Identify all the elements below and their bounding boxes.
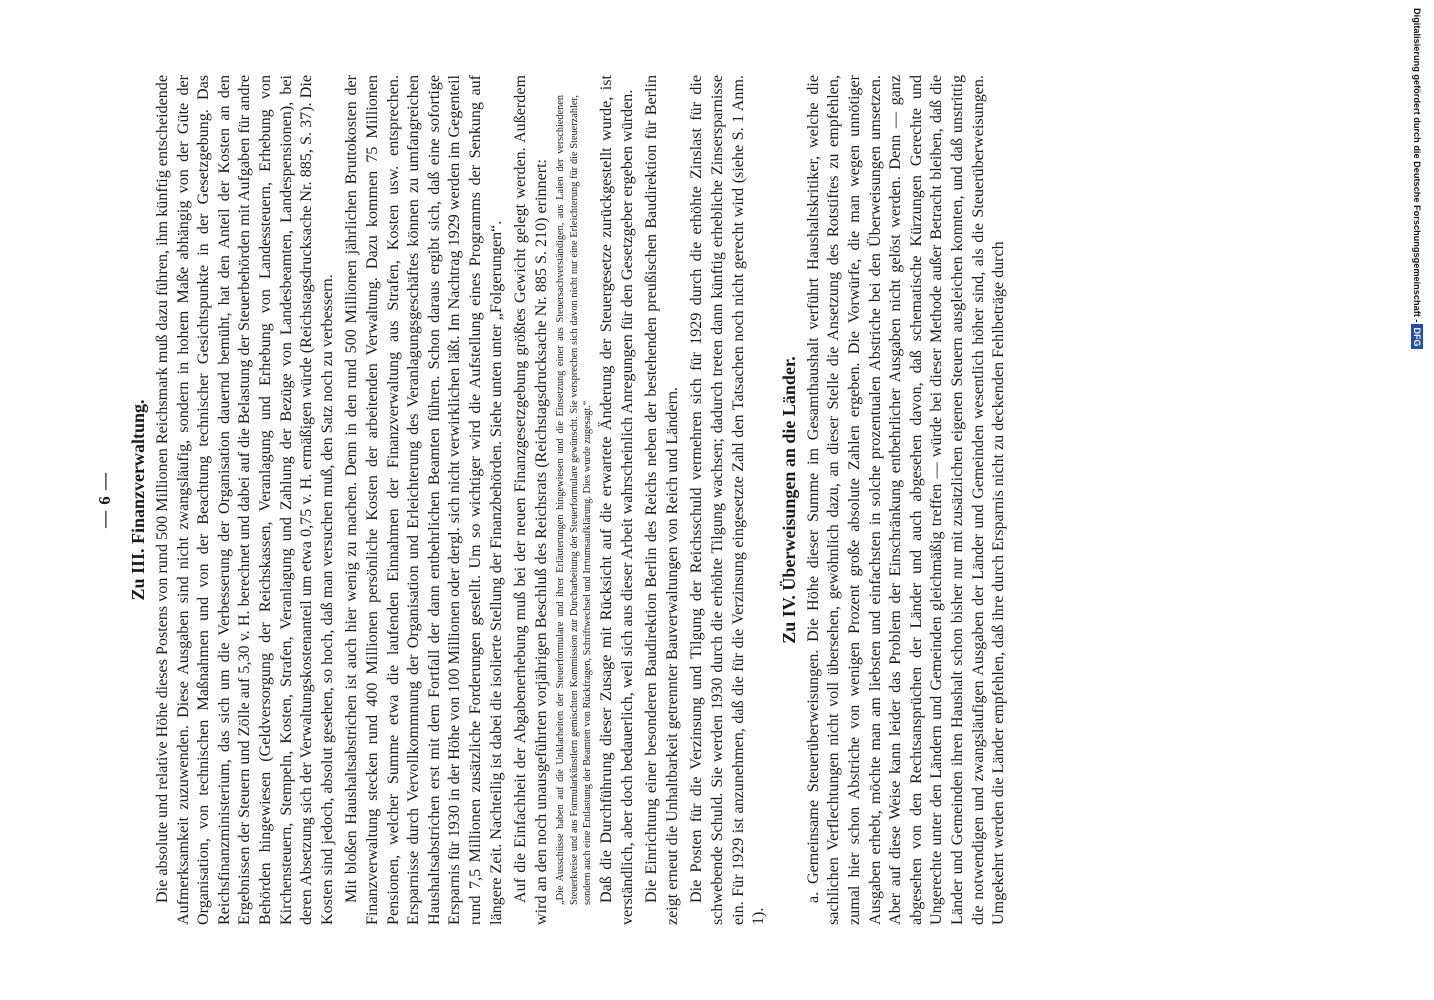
dfg-logo: DFG — [1411, 324, 1423, 349]
paragraph: Mit bloßen Haushaltsabstrichen ist auch hier wenig zu machen. Denn in den rund 500 Millionen jährlichen Bruttokosten der Finanzverwaltung stecken rund 400 Millionen persönliche Kosten der arbeitenden Verwaltung. Dazu kommen 75 Millionen Pensionen, welcher Summe etwa die laufenden Einnahmen der Finanzverwaltung aus Strafen, Kosten usw. entsprechen. Ersparnisse durch Vervollkommnung der Organisation und Erleichterung des Veranlagungsgeschäftes können zu umfangreichen Haushaltsabstrichen erst mit dem Fortfall der dann entbehrlichen Beamten führen. Schon daraus ergibt sich, daß eine sofortige Ersparnis für 1930 in der Höhe von 100 Millionen oder dergl. sich nicht verwirklichen läßt. Im Nachtrag 1929 werden im Gegenteil rund 7,5 Millionen zusätzliche Forderungen gestellt. Um so wichtiger wird die Aufstellung eines Programms der Senkung auf längere Zeit. Nachteilig ist dabei die isolierte Stellung der Finanzbehörden. Siehe unten unter „Folgerungen“. — [343, 75, 505, 925]
funding-margin-note — [1410, 8, 1424, 388]
block-quote: „Die Ausschüsse haben auf die Unklarheiten der Steuerformulare und ihrer Erläuterungen hingewiesen und die Einsetzung einer aus Steuersachverständigen, aus Laien der verschiedenen Steuerkreise und aus Formularkünstlern gemischten Kommission zur Durcharbeitung der Steuerformulare gewünscht. Sie versprechen sich davon nicht nur eine Erleichterung für die Steuerzahler, sondern auch eine Entlastung der Beamten von Rückfragen, Schriftwechsel und Irrtumsaufklärung. Dies wurde zugesagt.“ — [555, 95, 594, 905]
section-heading-ueberweisungen: Zu IV. Überweisungen an die Länder. — [778, 356, 799, 644]
section-body-finanzverwaltung — [153, 75, 552, 925]
paragraph: Die absolute und relative Höhe dieses Postens von rund 500 Millionen Reichsmark muß dazu führen, ihm künftig entscheidende Aufmerksamkeit zuzuwenden. Diese Ausgaben sind nicht zwangsläufig, sondern in hohem Maße abhängig von der Güte der Organisation, von technischen Maßnahmen und von der Beachtung technischer Gesichtspunkte in der Gesetzgebung. Das Reichsfinanzministerium, das sich um die Verbesserung der Organisation dauernd bemüht, hat den Anteil der Kosten an den Ergebnissen der Steuern und Zölle auf 5,30 v. H. berechnet und dabei auf die Belastung der Steuerbehörden mit Aufgaben für andre Behörden hingewiesen (Geldversorgung der Reichskassen, Veranlagung und Erhebung von Landessteuern, Erhebung von Kirchensteuern, Stempeln, Kosten, Strafen, Veranlagung und Zahlung der Bezüge von Landesbeamten, Landespensionen), bei deren Absetzung sich der Verwaltungskostenanteil um etwa 0,75 v. H. ermäßigen würde (Reichstagsdrucksache Nr. 885, S. 37). Die Kosten sind jedoch, absolut gesehen, so hoch, daß man versuchen muß, den Satz noch zu verbessern. — [154, 75, 336, 925]
paragraph: Die Einrichtung einer besonderen Baudirektion Berlin des Reichs neben der bestehenden preußischen Baudirektion für Berlin zeigt erneut die Unhaltbarkeit getrennter Bauverwaltungen von Reich und Ländern. — [643, 75, 681, 925]
paragraph: Die Posten für die Verzinsung und Tilgung der Reichsschuld vermehren sich für 1929 durch die erhöhte Zinslast für die schwebende Schuld. Sie werden 1930 durch die erhöhte Tilgung wachsen; dadurch treten dann künftig erhebliche Zinsersparnisse ein. Für 1929 ist anzunehmen, daß die für die Verzinsung eingesetzte Zahl den Tatsachen noch nicht gerecht wird (siehe S. 1 Anm. 1). — [688, 75, 768, 925]
paragraph: Auf die Einfachheit der Abgabenerhebung muß bei der neuen Finanzgesetzgebung größtes Gewicht gelegt werden. Außerdem wird an den noch unausgeführten vorjährigen Beschluß des Reichsrats (Reichstagsdrucksache Nr. 885 S. 210) erinnert: — [512, 75, 550, 925]
page-number: — 6 — — [95, 472, 114, 528]
section-body-ueberweisungen — [804, 75, 1010, 925]
paragraph: a. Gemeinsame Steuerüberweisungen. Die Höhe dieser Summe im Gesamthaushalt verführt Haushaltskritiker, welche die sachlichen Verflechtungen nicht voll übersehen, gewöhnlich dazu, an dieser Stelle die Ansetzung des Rotstiftes zu empfehlen, zumal hier schon Abstriche von wenigen Prozent große absolute Zahlen ergeben. Die Vorwürfe, die man wegen unnötiger Ausgaben erhebt, möchte man am liebsten und einfachsten in solche prozentualen Abstriche bei den Überweisungen umsetzen. Aber auf diese Weise kann leider das Problem der Einschränkung entbehrlicher Ausgaben nicht gelöst werden. Denn — ganz abgesehen von den Rechtsansprüchen der Länder und auch abgesehen davon, daß schematische Kürzungen Gerechte und Ungerechte unter den Ländern und Gemeinden gleichmäßig treffen — würde bei dieser Methode außer Betracht bleiben, daß die Länder und Gemeinden ihren Haushalt schon bisher nur mit zusätzlichen eigenen Steuern ausgleichen konnten, und daß unstrittig die notwendigen und zwangsläufigen Ausgaben der Länder und Gemeinden wesentlich höher sind, als die Steuerüberweisungen. Umgekehrt werden die Länder empfehlen, daß ihre durch Ersparnis nicht zu deckenden Fehlbeträge durch — [804, 75, 1008, 925]
section-body-continued — [597, 75, 770, 925]
funding-text: Digitalisierung gefördert durch die Deutsche Forschungsgemeinschaft - — [1412, 8, 1422, 323]
section-heading-finanzverwaltung: Zu III. Finanzverwaltung. — [128, 399, 148, 601]
paragraph: Daß die Durchführung dieser Zusage mit Rücksicht auf die erwartete Änderung der Steuergesetze zurückgestellt wurde, ist verständlich, aber doch bedauerlich, weil sich aus dieser Arbeit wahrscheinlich Anregungen für den Gesetzgeber ergeben würden. — [598, 75, 636, 925]
rotated-document-page — [95, 75, 1345, 925]
